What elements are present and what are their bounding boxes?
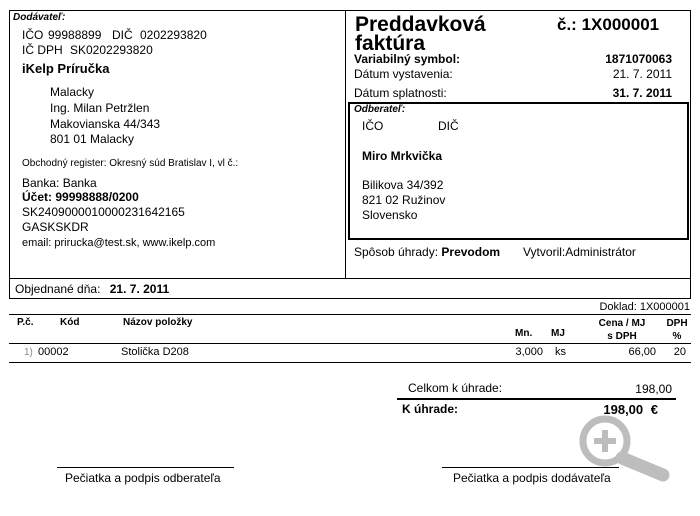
col-header-price-1: Cena / MJ bbox=[598, 318, 646, 329]
supplier-dic-label: DIČ bbox=[112, 28, 133, 42]
payment-method-label: Spôsob úhrady: bbox=[354, 245, 439, 259]
supplier-contact: email: prirucka@test.sk, www.ikelp.com bbox=[22, 237, 216, 249]
created-by: Vytvoril:Administrátor bbox=[523, 245, 636, 259]
row-pc: 1) bbox=[24, 347, 33, 358]
payment-method-row bbox=[354, 245, 500, 259]
supplier-icdph-label: IČ DPH bbox=[22, 43, 63, 57]
table-bottom-border bbox=[9, 362, 691, 363]
customer-signature-line bbox=[57, 467, 234, 468]
supplier-ico: 99988899 bbox=[48, 28, 102, 42]
col-header-price bbox=[589, 317, 655, 343]
order-date-row bbox=[15, 282, 169, 296]
customer-address-3: Slovensko bbox=[362, 208, 418, 222]
total-label: Celkom k úhrade: bbox=[408, 381, 503, 395]
row-vat: 20 bbox=[673, 346, 686, 358]
col-header-unit: MJ bbox=[551, 328, 565, 339]
total-amount: 198,00 bbox=[635, 382, 672, 396]
order-date: 21. 7. 2011 bbox=[109, 282, 170, 296]
row-name: Stolička D208 bbox=[121, 346, 189, 358]
customer-address-2: 821 02 Ružinov bbox=[362, 193, 446, 207]
customer-dic-label: DIČ bbox=[438, 119, 459, 133]
customer-name: Miro Mrkvička bbox=[362, 149, 443, 163]
supplier-register: Obchodný register: Okresný súd Bratislav I, vl č.: bbox=[22, 158, 239, 169]
var-symbol-label: Variabilný symbol: bbox=[354, 52, 461, 66]
col-header-pc: P.č. bbox=[17, 317, 34, 328]
invoice-number-label: č.: bbox=[557, 15, 577, 34]
payment-method: Prevodom bbox=[441, 245, 501, 259]
customer-signature-label: Pečiatka a podpis odberateľa bbox=[65, 471, 221, 485]
invoice-number: 1X000001 bbox=[581, 15, 660, 34]
header-divider bbox=[345, 10, 346, 279]
invoice-number-block bbox=[557, 15, 659, 35]
row-qty: 3,000 bbox=[515, 346, 543, 358]
supplier-ico-label: IČO bbox=[22, 28, 44, 42]
due-date-label: Dátum splatnosti: bbox=[354, 86, 447, 100]
row-unit: ks bbox=[555, 346, 566, 358]
issue-date: 21. 7. 2011 bbox=[612, 67, 672, 81]
supplier-address-3: Makovianska 44/343 bbox=[50, 117, 161, 131]
supplier-dic: 0202293820 bbox=[140, 28, 207, 42]
row-code: 00002 bbox=[38, 346, 69, 358]
supplier-swift: GASKSKDR bbox=[22, 220, 89, 234]
var-symbol: 1871070063 bbox=[605, 52, 672, 66]
col-header-qty: Mn. bbox=[515, 328, 533, 339]
row-price: 66,00 bbox=[628, 346, 656, 358]
table-header-border bbox=[9, 343, 691, 344]
col-header-price-2: s DPH bbox=[607, 331, 637, 342]
order-date-label: Objednané dňa: bbox=[15, 282, 101, 296]
col-header-name: Názov položky bbox=[123, 317, 193, 328]
supplier-bank: Banka: Banka bbox=[22, 176, 97, 190]
col-header-vat bbox=[663, 317, 691, 343]
table-top-border bbox=[9, 314, 691, 315]
due-currency: € bbox=[650, 402, 658, 417]
due-amount-label: K úhrade: bbox=[402, 402, 459, 416]
due-date: 31. 7. 2011 bbox=[612, 86, 672, 100]
customer-address-1: Bilikova 34/392 bbox=[362, 178, 444, 192]
supplier-iban: SK2409000010000231642165 bbox=[22, 205, 185, 219]
supplier-account: Účet: 99998888/0200 bbox=[22, 190, 139, 204]
supplier-icdph: SK0202293820 bbox=[70, 43, 153, 57]
invoice-title-line1: Preddavková bbox=[355, 13, 486, 36]
supplier-address-1: Malacky bbox=[50, 85, 95, 99]
customer-ico-label: IČO bbox=[362, 119, 384, 133]
document-reference: Doklad: 1X000001 bbox=[599, 301, 690, 313]
invoice-title-line2: faktúra bbox=[355, 32, 426, 55]
customer-heading: Odberateľ: bbox=[354, 104, 406, 115]
issue-date-label: Dátum vystavenia: bbox=[354, 67, 453, 81]
invoice-title bbox=[355, 15, 486, 53]
col-header-code: Kód bbox=[60, 317, 80, 328]
supplier-heading: Dodávateľ: bbox=[13, 12, 66, 23]
supplier-name: iKelp Príručka bbox=[22, 61, 110, 76]
supplier-address-2: Ing. Milan Petržlen bbox=[50, 101, 150, 115]
col-header-vat-2: % bbox=[672, 331, 682, 342]
supplier-signature-line bbox=[442, 467, 619, 468]
due-amount: 198,00 bbox=[603, 402, 644, 417]
supplier-signature-label: Pečiatka a podpis dodávateľa bbox=[453, 471, 611, 485]
supplier-address-4: 801 01 Malacky bbox=[50, 132, 135, 146]
col-header-vat-1: DPH bbox=[666, 318, 688, 329]
totals-separator bbox=[397, 398, 676, 400]
